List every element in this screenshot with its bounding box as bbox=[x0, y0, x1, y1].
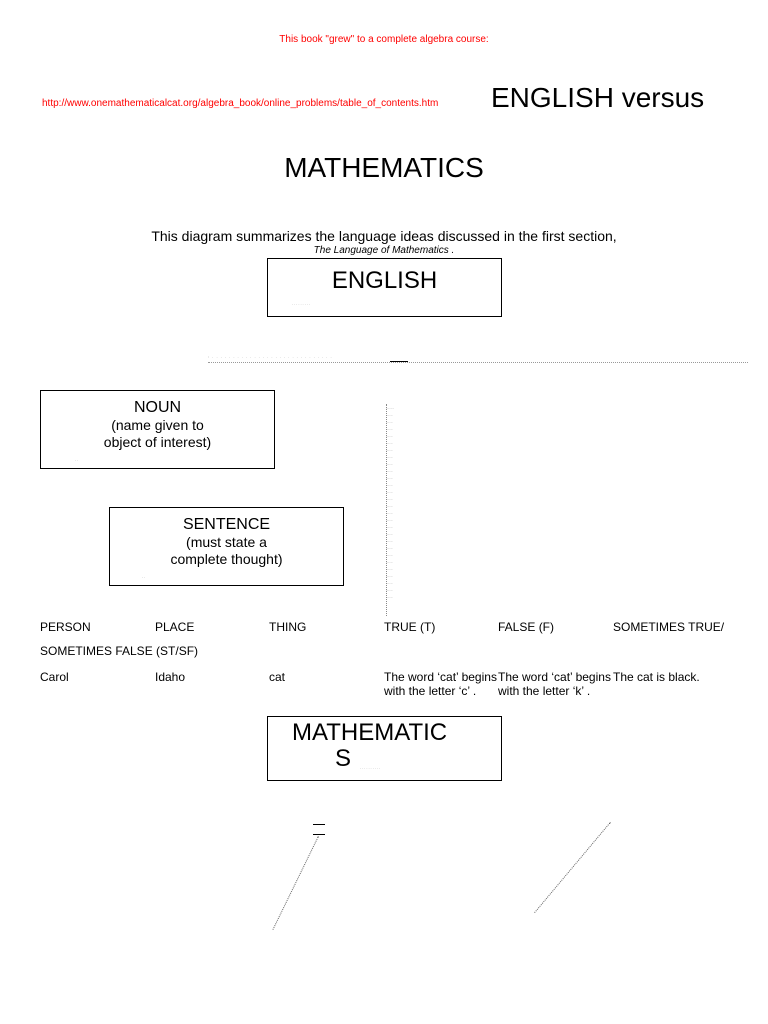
connector-segment bbox=[390, 361, 408, 362]
intro-text: This diagram summarizes the language ideas discussed in the first section, bbox=[151, 228, 617, 244]
vertical-connector-dots: ....... ...... ...... ...... ...... ...... ...... ...... ...... ...... ...... ...... ...... ...... ...... ...... ...... ...... ...... ...... ...... ...... ...... ...... ...... ...... ...... ...... bbox=[386, 405, 394, 599]
example-sometimes: The cat is black. bbox=[613, 670, 700, 684]
example-false-line-1: The word ‘cat’ begins bbox=[498, 670, 611, 684]
connector-dots: : . . . . . . . . . . . . . . . . . . . . . . . . . . . . . bbox=[208, 354, 333, 359]
mathematics-box-dots: .......... bbox=[360, 765, 382, 770]
noun-line-1: (name given to bbox=[111, 417, 204, 433]
category-place: PLACE bbox=[155, 620, 195, 634]
title-part-1: ENGLISH versus bbox=[491, 82, 705, 113]
example-true-line-1: The word ‘cat’ begins bbox=[384, 670, 497, 684]
noun-box-dots: .. bbox=[75, 457, 80, 462]
sentence-line-1: (must state a bbox=[186, 534, 267, 550]
left-branch-tick bbox=[313, 824, 325, 825]
sentence-line-2: complete thought) bbox=[170, 551, 283, 567]
mathematics-box bbox=[267, 716, 502, 781]
left-branch-tick-2 bbox=[313, 834, 325, 835]
sentence-box bbox=[109, 507, 344, 586]
english-box bbox=[267, 258, 502, 317]
left-branch-connector bbox=[272, 836, 318, 930]
example-person: Carol bbox=[40, 670, 69, 684]
header-note: This book "grew" to a complete algebra course: bbox=[279, 34, 489, 45]
category-thing: THING bbox=[269, 620, 307, 634]
category-sometimes: SOMETIMES TRUE/ bbox=[613, 620, 725, 634]
english-box-dots: ......... bbox=[292, 301, 312, 306]
right-branch-connector bbox=[534, 822, 611, 913]
noun-title: NOUN bbox=[133, 399, 182, 416]
category-false: FALSE (F) bbox=[498, 620, 555, 634]
example-thing: cat bbox=[269, 670, 286, 684]
horizontal-connector bbox=[208, 362, 748, 363]
sentence-title: SENTENCE bbox=[182, 516, 271, 533]
sentence-box-dots: .. bbox=[142, 574, 147, 579]
category-person: PERSON bbox=[40, 620, 91, 634]
example-place: Idaho bbox=[155, 670, 186, 684]
title-part-2: MATHEMATICS bbox=[284, 152, 484, 183]
category-sometimes-continued: SOMETIMES FALSE (ST/SF) bbox=[40, 644, 199, 658]
english-label: ENGLISH bbox=[331, 267, 438, 294]
noun-box bbox=[40, 390, 275, 469]
example-true-line-2: with the letter ‘c’ . bbox=[384, 684, 477, 698]
noun-line-2: object of interest) bbox=[103, 434, 212, 450]
category-true: TRUE (T) bbox=[384, 620, 436, 634]
course-link[interactable]: http://www.onemathematicalcat.org/algebra_book/online_problems/table_of_contents.htm bbox=[42, 98, 439, 109]
mathematics-line-1: MATHEMATIC bbox=[292, 719, 448, 746]
mathematics-line-2: S bbox=[335, 745, 352, 772]
section-name: The Language of Mathematics . bbox=[313, 245, 455, 256]
example-false-line-2: with the letter ‘k’ . bbox=[498, 684, 591, 698]
